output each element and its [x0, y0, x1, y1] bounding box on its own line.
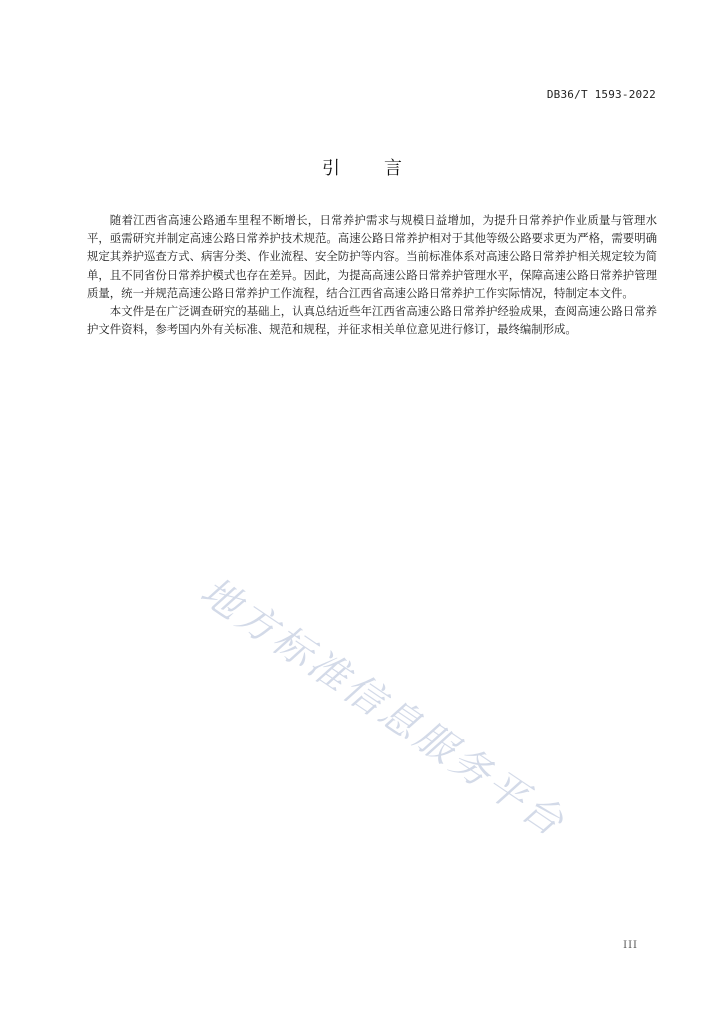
body-text — [87, 211, 657, 338]
page-number: III — [623, 940, 638, 951]
paragraph-1: 随着江西省高速公路通车里程不断增长，日常养护需求与规模日益增加，为提升日常养护作业质量与管理水平，亟需研究并制定高速公路日常养护技术规范。高速公路日常养护相对于其他等级公路要求更为严格，需要明确规定其养护巡查方式、病害分类、作业流程、安全防护等内容。当前标准体系对高速公路日常养护相关规定较为简单，且不同省份日常养护模式也存在差异。因此，为提高高速公路日常养护管理水平，保障高速公路日常养护管理质量，统一并规范高速公路日常养护工作流程，结合江西省高速公路日常养护工作实际情况，特制定本文件。 — [87, 213, 657, 300]
document-code: DB36/T 1593-2022 — [546, 88, 656, 101]
page-title: 引言 — [322, 158, 446, 179]
watermark: 地方标准信息服务平台 — [192, 569, 574, 847]
paragraph-2: 本文件是在广泛调查研究的基础上，认真总结近些年江西省高速公路日常养护经验成果，查阅高速公路日常养护文件资料，参考国内外有关标准、规范和规程，并征求相关单位意见进行修订，最终编制形成。 — [87, 304, 657, 337]
